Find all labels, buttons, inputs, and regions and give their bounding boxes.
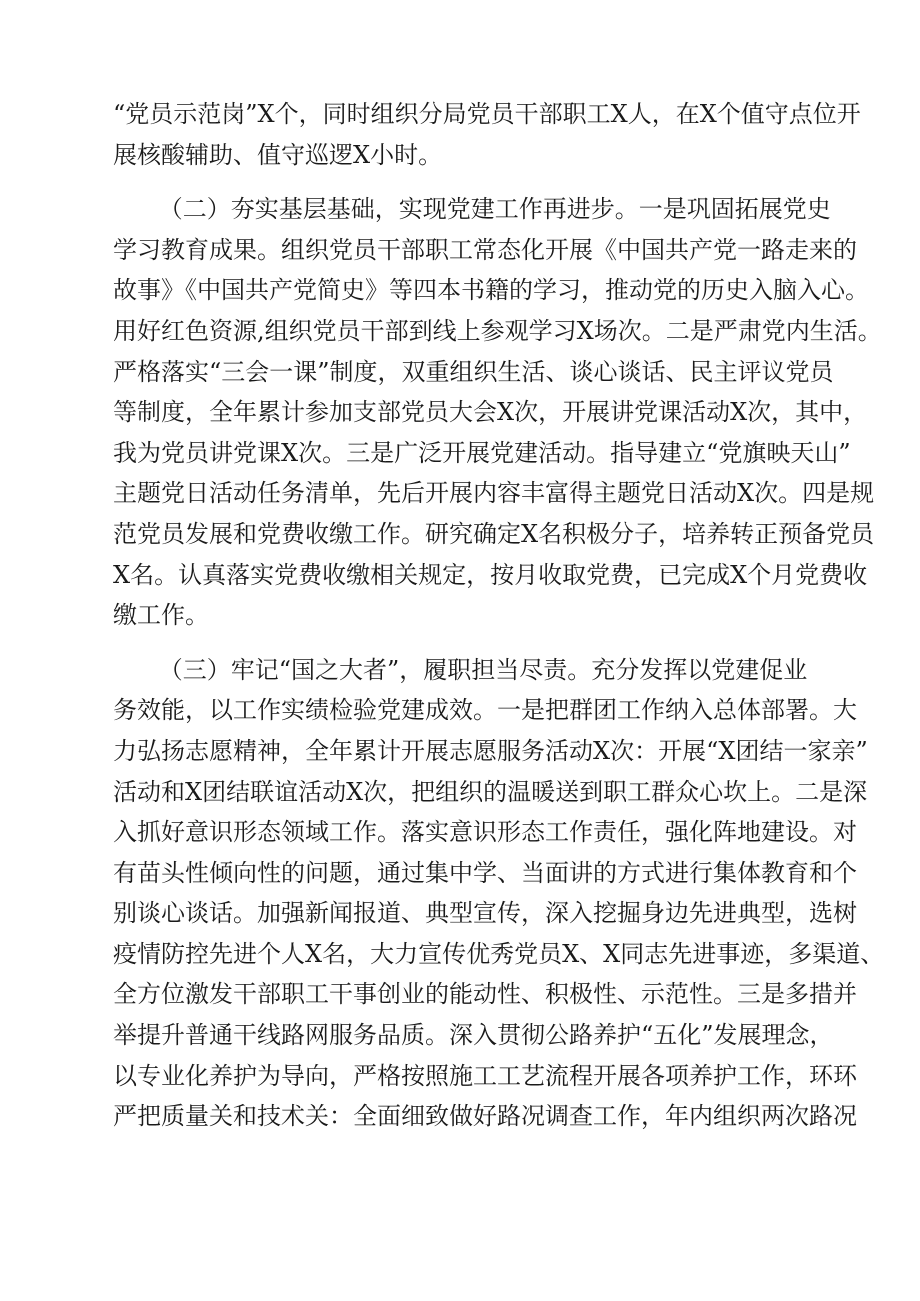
text-line: X名。认真落实党费收缴相关规定，按月收取党费，已完成X个月党费收 bbox=[113, 560, 868, 589]
text-line: 等制度，全年累计参加支部党员大会X次，开展讲党课活动X次，其中， bbox=[113, 398, 868, 427]
text-line: 展核酸辅助、值守巡逻X小时。 bbox=[113, 140, 443, 169]
text-line: 严格落实“三会一课”制度，双重组织生活、谈心谈话、民主评议党员 bbox=[113, 357, 834, 386]
text-line: 用好红色资源,组织党员干部到线上参观学习X场次。二是严肃党内生活。 bbox=[113, 316, 882, 345]
text-line: 有苗头性倾向性的问题，通过集中学、当面讲的方式进行集体教育和个 bbox=[113, 858, 857, 887]
paragraph-p0 bbox=[113, 94, 861, 175]
text-line: （三）牢记“国之大者”，履职担当尽责。充分发挥以党建促业 bbox=[113, 655, 808, 684]
text-line: 学习教育成果。组织党员干部职工常态化开展《中国共产党一路走来的 bbox=[113, 235, 857, 264]
text-line: 缴工作。 bbox=[113, 601, 209, 630]
paragraph-p2 bbox=[113, 650, 885, 1137]
text-line: 严把质量关和技术关：全面细致做好路况调查工作，年内组织两次路况 bbox=[113, 1102, 857, 1131]
text-line: 故事》《中国共产党简史》等四本书籍的学习，推动党的历史入脑入心。 bbox=[113, 276, 869, 305]
text-line: 别谈心谈话。加强新闻报道、典型宣传，深入挖掘身边先进典型，选树 bbox=[113, 899, 857, 928]
text-line: 以专业化养护为导向，严格按照施工工艺流程开展各项养护工作，环环 bbox=[113, 1061, 857, 1090]
paragraph-spacer bbox=[113, 636, 833, 650]
text-line: 举提升普通干线路网服务品质。深入贯彻公路养护“五化”发展理念， bbox=[113, 1021, 834, 1050]
text-line: 务效能，以工作实绩检验党建成效。一是把群团工作纳入总体部署。大 bbox=[113, 696, 857, 725]
text-line: 入抓好意识形态领域工作。落实意识形态工作责任，强化阵地建设。对 bbox=[113, 818, 857, 847]
text-line: 我为党员讲党课X次。三是广泛开展党建活动。指导建立“党旗映天山” bbox=[113, 438, 851, 467]
text-line: 疫情防控先进个人X名，大力宣传优秀党员X、X同志先进事迹，多渠道、 bbox=[113, 939, 885, 968]
text-line: （二）夯实基层基础，实现党建工作再进步。一是巩固拓展党史 bbox=[113, 195, 831, 224]
text-line: 主题党日活动任务清单，先后开展内容丰富得主题党日活动X次。四是规 bbox=[113, 479, 875, 508]
text-line: 活动和X团结联谊活动X次，把组织的温暖送到职工群众心坎上。二是深 bbox=[113, 777, 868, 806]
text-line: 全方位激发干部职工干事创业的能动性、积极性、示范性。三是多措并 bbox=[113, 980, 857, 1009]
document-body bbox=[113, 94, 885, 1137]
text-line: 力弘扬志愿精神，全年累计开展志愿服务活动X次：开展“X团结一家亲” bbox=[113, 736, 868, 765]
paragraph-p1 bbox=[113, 189, 882, 636]
text-line: “党员示范岗”X个，同时组织分局党员干部职工X人，在X个值守点位开 bbox=[113, 100, 861, 128]
text-line: 范党员发展和党费收缴工作。研究确定X名积极分子，培养转正预备党员 bbox=[113, 519, 875, 548]
paragraph-spacer bbox=[113, 175, 833, 189]
